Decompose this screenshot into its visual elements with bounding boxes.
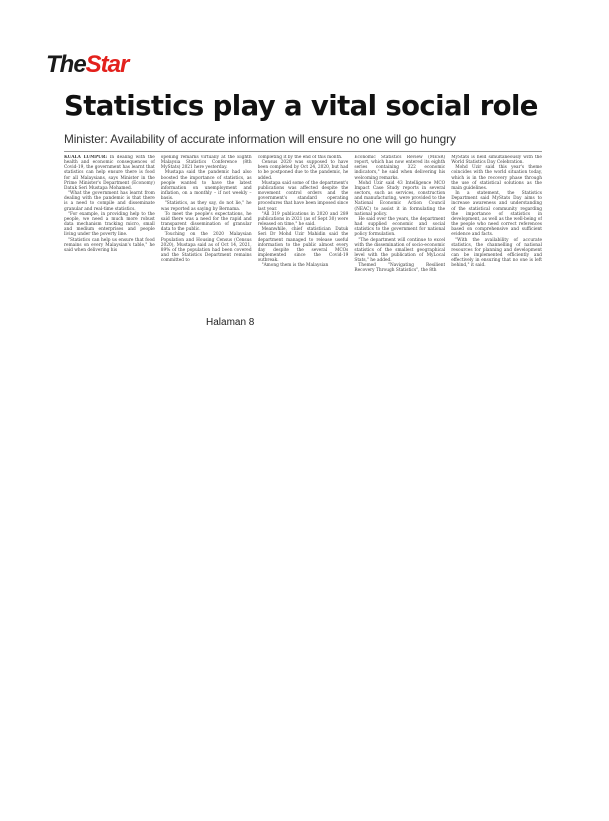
paragraph: "All 319 publications in 2020 and 289 publications in 2021 (as of Sept 30) were released on time," he said. [257, 211, 349, 228]
paragraph: Meanwhile, chief statistician Datuk Seri Dr Mohd Uzir Mahidin said the department managed to release useful information to the public almost every day despite the several MCOs implemented since the Covid-19 outbreak. [257, 227, 349, 264]
divider [64, 151, 542, 152]
paragraph: Mustapa said the pandemic had also boosted the importance of statistics, as people wanted to have the latest information on unemployment and inflation, on a monthly – if not weekly – basis. [160, 170, 252, 202]
paragraph: In a statement, the Statistics Department said MyStats Day aims to increase awareness and understanding of the statistical community regarding the importance of statistics in development, as well as the well-being of the people who need correct references based on comprehensive and sufficient evidence and facts. [451, 191, 542, 238]
paragraph: "What the government has learnt from dealing with the pandemic is that there is a need to compile and disseminate granular and real-time statistics. [64, 191, 155, 212]
paragraph: Mohd Uzir said this year's theme coincides with the world situation today, which is in the recovery phase through the use of statistical solutions as the main guidelines. [451, 165, 542, 191]
paragraph: Touching on the 2020 Malaysian Population and Housing Census (Census 2020), Mustapa said as of Oct 14, 2021, 89% of the population had been covered and the Statistics Department remains committed to [160, 232, 252, 264]
article-body [64, 155, 542, 292]
paragraph: "The department will continue to excel with the dissemination of socio-economic statistics of the smallest geographical level with the publication of MyLocal Stats," he added. [354, 237, 446, 264]
subheadline: Minister: Availability of accurate information will ensure no one will go hungry [64, 132, 456, 146]
paragraph: Mustapa said some of the department's publications was affected despite the movement control orders and the government's standard operating procedures that have been imposed since last year. [257, 180, 349, 212]
paragraph: MyStats is held simultaneously with the World Statistics Day Celebration. [451, 155, 542, 166]
article-column [161, 155, 252, 292]
headline: Statistics play a vital social role [64, 90, 538, 122]
logo-the: The [46, 51, 86, 78]
paragraph: "For example, in providing help to the people, we need a much more robust data mechanism tracking micro, small and medium enterprises and people living under the poverty line. [64, 211, 155, 238]
the-star-logo [46, 53, 128, 77]
paragraph: He said over the years, the department had supplied economic and social statistics to the government for national policy formulation. [354, 216, 446, 238]
logo-star: Star [85, 51, 129, 78]
article-column [64, 155, 155, 292]
paragraph: completing it by the end of this month. [257, 155, 343, 160]
paragraph: Economic Statistics Review (MESR) report, which has now entered its eighth series containing 322 economic indicators," he said when delivering his welcoming remarks. [354, 155, 446, 181]
paragraph: "Statistics, as they say, do not lie," he was reported as saying by Bernama. [160, 201, 252, 212]
paragraph [64, 155, 155, 191]
paragraph: Mohd Uzir said 43 Intelligence MCO Impact Case Study reports in several sectors, such as services, construction and manufacturing, were provided to the National Economic Action Council (NEAC) to assist it in formulating the national policy. [354, 180, 446, 217]
article-column [258, 155, 349, 292]
paragraph: Census 2020 was supposed to have been completed by Oct 24, 2020, but had to be postponed due to the pandemic, he added. [257, 160, 349, 181]
paragraph: "Among them is the Malaysian [261, 263, 329, 269]
paragraph: Themed "Navigating Resilient Recovery Through Statistics", the 8th [354, 263, 446, 274]
article-column [451, 155, 542, 292]
paragraph: To meet the people's expectations, he said there was a need for the rapid and transparent dissemination of granular data to the public. [160, 211, 252, 233]
paragraph-text: In dealing with the health and economic consequences of Covid-19, the government has learnt that statistics can help ensure there is food for all Malaysians, says Minister in the Prime Minister's Department (Economy) Datuk Seri Mustapa Mohamed. [64, 155, 155, 191]
dateline: KUALA LUMPUR: [64, 155, 108, 160]
paragraph: "With the availability of accurate statistics, the channelling of national resources for planning and development can be implemented efficiently and effectively in ensuring that no one is left behind," it said. [451, 237, 542, 269]
page-label: Halaman 8 [206, 317, 255, 328]
article-column [354, 155, 445, 292]
paragraph: "Statistics can help us ensure that food remains on every Malaysian's table," he said when delivering his [64, 237, 155, 253]
paragraph: opening remarks virtually at the Eighth Malaysia Statistics Conference (8th MyStats) 2021 here yesterday. [160, 155, 252, 171]
